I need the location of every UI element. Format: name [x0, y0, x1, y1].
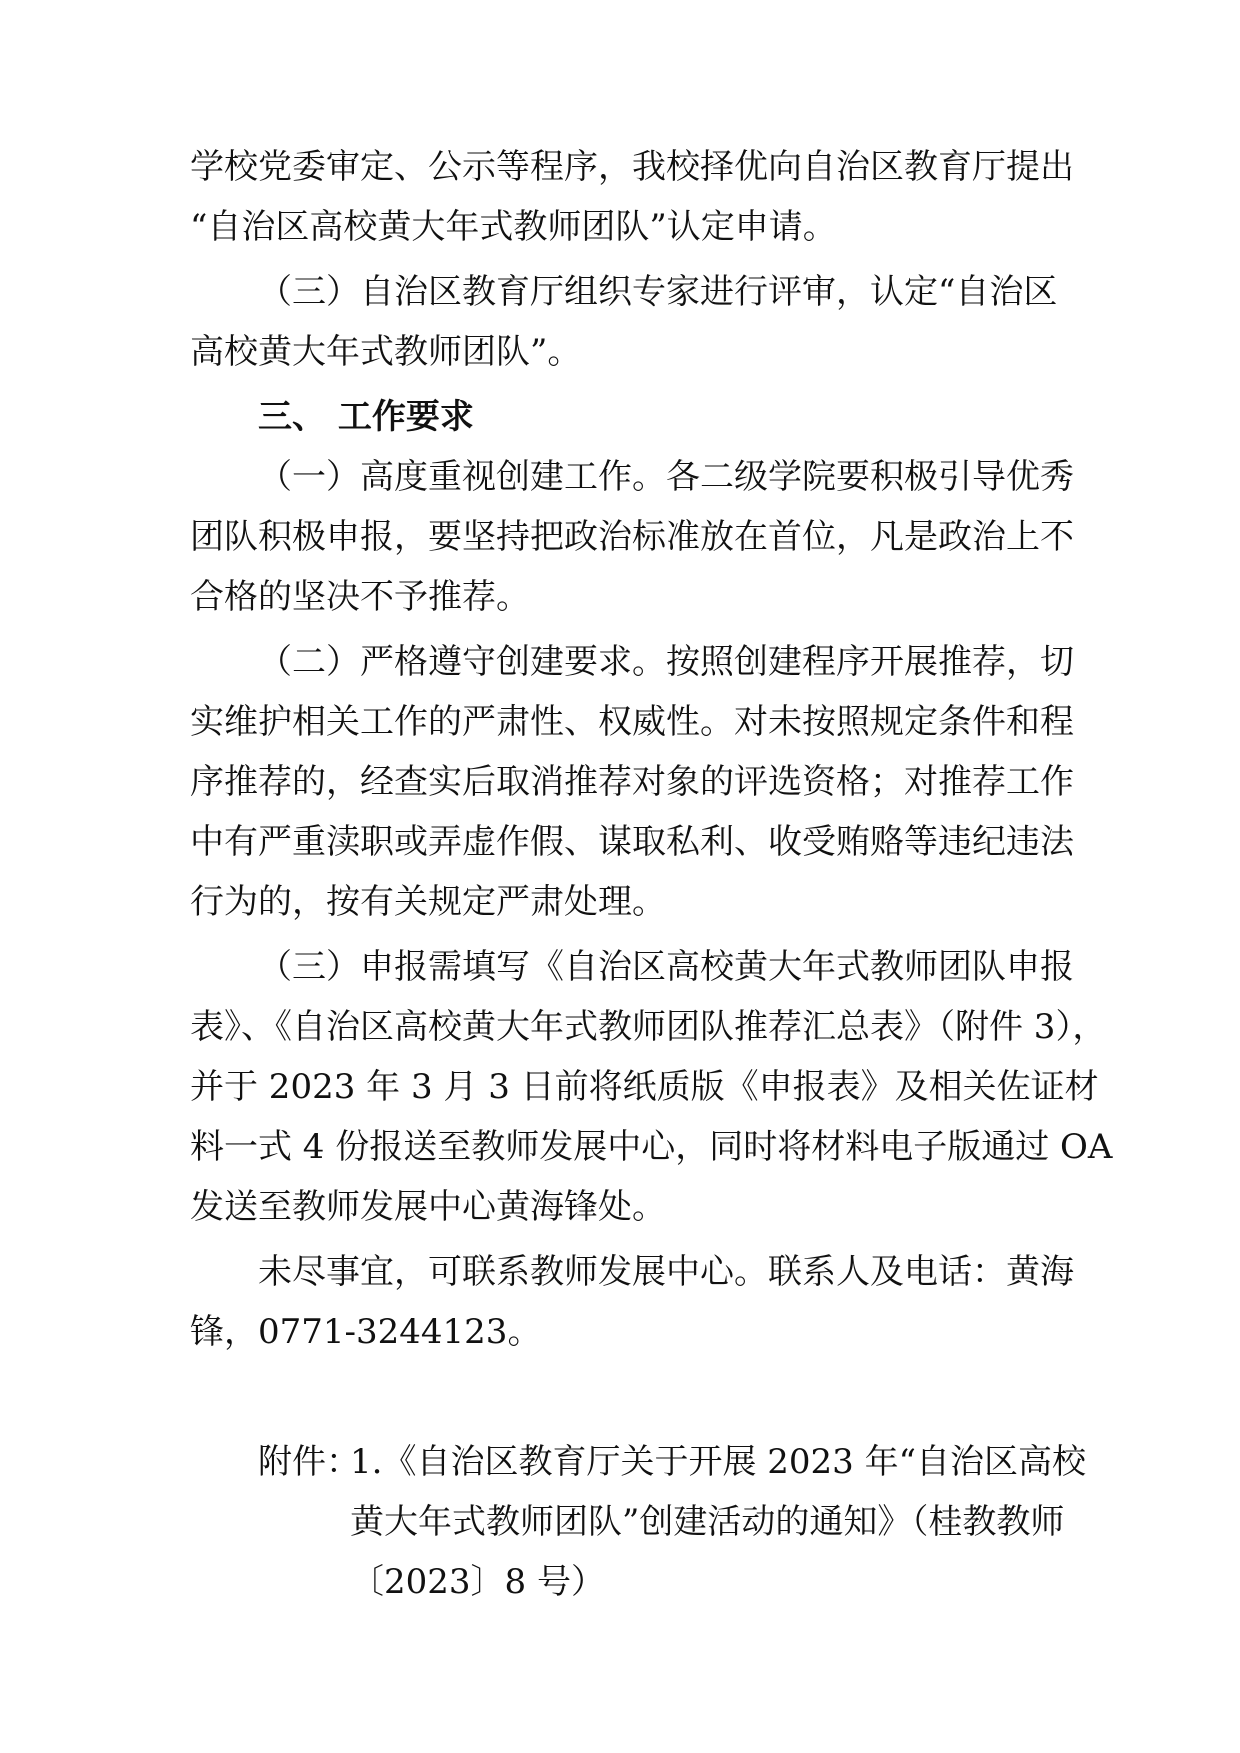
paragraph-line: 序推荐的，经查实后取消推荐对象的评选资格；对推荐工作: [190, 762, 1074, 802]
paragraph-line: 表》、《自治区高校黄大年式教师团队推荐汇总表》（附件 3），: [190, 1007, 1107, 1047]
paragraph-line: （二）严格遵守创建要求。按照创建程序开展推荐，切: [258, 642, 1074, 682]
paragraph-line: 合格的坚决不予推荐。: [190, 577, 530, 617]
paragraph-line: 锋，0771-3244123。: [190, 1312, 542, 1352]
paragraph-line: （三）自治区教育厅组织专家进行评审，认定“自治区: [258, 272, 1058, 312]
attachment-line: 1.《自治区教育厅关于开展 2023 年“自治区高校: [350, 1442, 1086, 1482]
attachment-line: 〔2023〕8 号）: [350, 1562, 605, 1602]
attachment-label: 附件：: [258, 1442, 360, 1482]
paragraph-line: 未尽事宜，可联系教师发展中心。联系人及电话：黄海: [258, 1252, 1074, 1292]
paragraph-line: “自治区高校黄大年式教师团队”认定申请。: [190, 207, 837, 247]
paragraph-line: （三）申报需填写《自治区高校黄大年式教师团队申报: [258, 947, 1074, 987]
section-heading: 三、 工作要求: [258, 397, 474, 437]
paragraph-line: 实维护相关工作的严肃性、权威性。对未按照规定条件和程: [190, 702, 1074, 742]
paragraph-line: 高校黄大年式教师团队”。: [190, 332, 582, 372]
paragraph-line: 团队积极申报，要坚持把政治标准放在首位，凡是政治上不: [190, 517, 1074, 557]
paragraph-line: 行为的，按有关规定严肃处理。: [190, 882, 666, 922]
paragraph-line: 中有严重渎职或弄虚作假、谋取私利、收受贿赂等违纪违法: [190, 822, 1074, 862]
paragraph-line: 发送至教师发展中心黄海锋处。: [190, 1187, 666, 1227]
paragraph-line: 并于 2023 年 3 月 3 日前将纸质版《申报表》及相关佐证材: [190, 1067, 1099, 1107]
paragraph-line: （一）高度重视创建工作。各二级学院要积极引导优秀: [258, 457, 1074, 497]
attachment-line: 黄大年式教师团队”创建活动的通知》（桂教教师: [350, 1502, 1065, 1542]
paragraph-line: 料一式 4 份报送至教师发展中心，同时将材料电子版通过 OA: [190, 1127, 1113, 1167]
paragraph-line: 学校党委审定、公示等程序，我校择优向自治区教育厅提出: [190, 147, 1074, 187]
